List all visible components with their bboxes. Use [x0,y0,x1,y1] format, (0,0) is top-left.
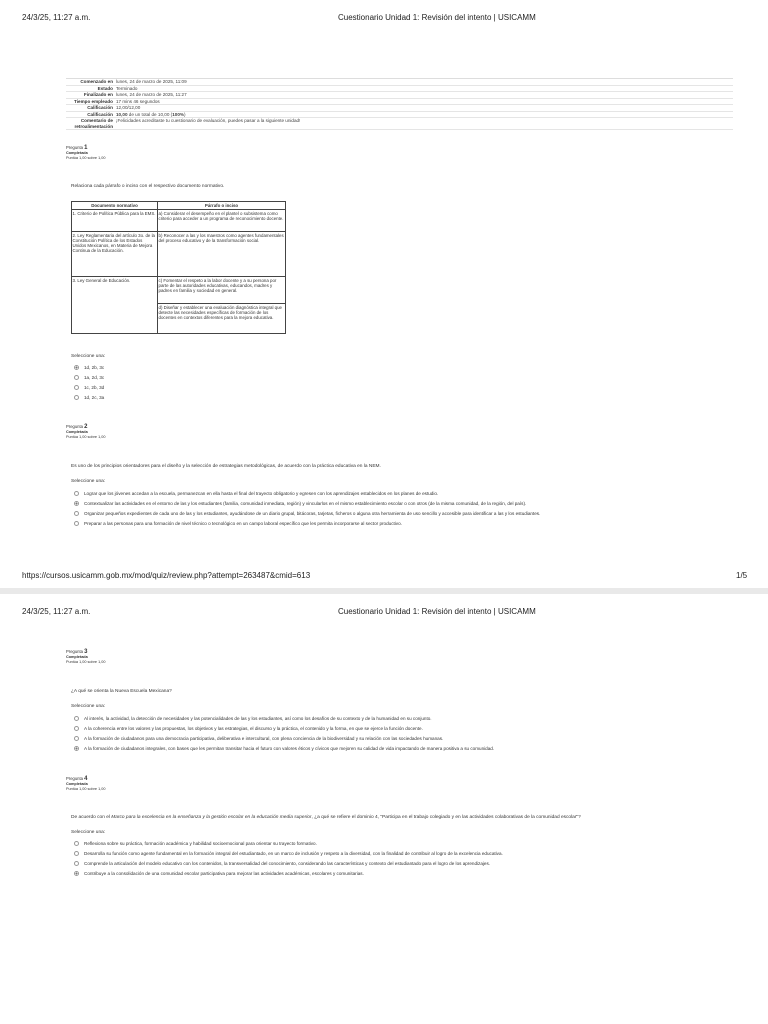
option-2a[interactable]: Lograr que los jóvenes accedan a la escuela, permanezcan en ella hasta el final del trayecto obligatorio y egresen con los aprendizajes establecidos en los planes de estudio. [74,488,540,498]
question-score: Puntúa 1,00 sobre 1,00 [66,660,106,664]
question-number: Pregunta 1 [66,145,88,151]
radio-selected-icon[interactable] [74,746,79,751]
print-url: https://cursos.usicamm.gob.mx/mod/quiz/review.php?attempt=263487&cmid=613 [22,571,311,580]
question-2-options [74,488,540,528]
radio-icon[interactable] [74,521,79,526]
question-score: Puntúa 1,00 sobre 1,00 [66,156,106,160]
print-date: 24/3/25, 11:27 a.m. [22,13,91,22]
question-score: Puntúa 1,00 sobre 1,00 [66,435,106,439]
option-1c[interactable]: 1c, 2b, 3d [74,382,104,392]
option-1a[interactable]: 1d, 2b, 3c [74,362,104,372]
summary-row-finished: Finalizado en lunes, 24 de marzo de 2025, 11:27 [66,92,733,99]
table-cell-par: b) Reconocer a las y los maestros como agentes fundamentales del proceso educativo y de la transformación social. [158,232,286,277]
question-4-options [74,838,503,878]
select-one-label: Seleccione una: [71,830,106,835]
question-number: Pregunta 4 [66,776,88,782]
option-1b[interactable]: 1a, 2d, 3c [74,372,104,382]
question-state: Completada [66,782,88,786]
option-3c[interactable]: A la formación de ciudadanos para una democracia participativa, deliberativa e intercultural, con plena conciencia de la biodiversidad y su relación con las sociedades humanas. [74,733,494,743]
table-cell-doc: 1. Criterio de Política Pública para la EMS. [72,210,158,232]
question-1-text: Relaciona cada párrafo o inciso con el respectivo documento normativo. [71,184,225,189]
radio-icon[interactable] [74,491,79,496]
question-number: Pregunta 3 [66,649,88,655]
table-cell-par: c) Fomentar el respeto a la labor docente y a su persona por parte de las autoridades educativas, educandos, madres y padres en familia y sociedad en general. [158,277,286,304]
option-3a[interactable]: Al interés, la actividad, la detección de necesidades y las potencialidades de las y los estudiantes, así como los desafíos de su contexto y de la humanidad en su conjunto. [74,713,494,723]
option-3d[interactable]: A la formación de ciudadanos integrales, con bases que les permitan transitar hacia el futuro con valores éticos y cívicos que mejoren su calidad de vida impactando de manera positiva a su comunidad. [74,743,494,753]
table-cell-par: d) Diseñar y establecer una evaluación diagnóstica integral que detecte las necesidades específicas de formación de los docentes en contextos diferentes para la mejora educativa. [158,304,286,334]
question-3-info [66,649,105,665]
option-3b[interactable]: A la coherencia entre los valores y las propuestas, los objetivos y las estrategias, el discurso y la práctica, el contenido y la forma, en que se ejerce la función docente. [74,723,494,733]
summary-row-feedback: Comentario de retroalimentación ¡Felicidades acreditaste tu cuestionario de evaluación, puedes pasar a la siguiente unidad! [66,118,733,130]
table-cell-doc: 2. Ley Reglamentaria del artículo 3o. de la Constitución Política de los Estados Unidos Mexicanos, en Materia de Mejora Continua de la Educación. [72,232,158,277]
radio-selected-icon[interactable] [74,501,79,506]
summary-row-state: Estado Terminado [66,86,733,93]
table-header-paragraph: Párrafo o inciso [158,202,286,210]
table-header-document: Documento normativo [72,202,158,210]
radio-selected-icon[interactable] [74,365,79,370]
question-state: Completada [66,151,88,155]
question-1-options [74,362,104,402]
table-cell-doc: 3. Ley General de Educación. [72,277,158,334]
radio-icon[interactable] [74,851,79,856]
summary-row-marks: Calificación 12,00/12,00 [66,105,733,112]
radio-icon[interactable] [74,395,79,400]
question-1-table [71,201,286,334]
question-state: Completada [66,430,88,434]
option-4c[interactable]: Comprende la articulación del modelo educativo con los contenidos, la transversalidad del conocimiento, considerando las características y contexto del estudiantado para el logro de los aprendizajes. [74,858,503,868]
option-4b[interactable]: Desarrolla su función como agente fundamental en la formación integral del estudiantado, en un marco de inclusión y respeto a la diversidad, con la finalidad de contribuir al logro de la excelencia educativa. [74,848,503,858]
print-title: Cuestionario Unidad 1: Revisión del intento | USICAMM [338,13,536,22]
radio-icon[interactable] [74,736,79,741]
print-title: Cuestionario Unidad 1: Revisión del intento | USICAMM [338,607,536,616]
radio-icon[interactable] [74,861,79,866]
radio-icon[interactable] [74,385,79,390]
select-one-label: Seleccione una: [71,354,106,359]
question-state: Completada [66,655,88,659]
question-1-info [66,145,105,161]
page-number: 1/5 [736,571,748,580]
radio-selected-icon[interactable] [74,871,79,876]
question-score: Puntúa 1,00 sobre 1,00 [66,787,106,791]
question-3-text: ¿A qué se orienta la Nueva Escuela Mexicana? [71,689,172,694]
table-cell-par: a) Considerar el desempeño en el plantel o subsistema como criterio para acceder a un programa de reconocimiento docente. [158,210,286,232]
summary-row-started: Comenzado en lunes, 24 de marzo de 2025, 11:09 [66,79,733,86]
option-2d[interactable]: Preparar a las personas para una formación de nivel técnico o tecnológico en un campo laboral específico que les permita incorporarse al sector productivo. [74,518,540,528]
summary-row-time: Tiempo empleado 17 mins 46 segundos [66,99,733,106]
option-1d[interactable]: 1d, 2c, 3a [74,392,104,402]
option-4d[interactable]: Contribuye a la consolidación de una comunidad escolar participativa para mejorar las actividades académicas, escolares y comunitarias. [74,868,503,878]
radio-icon[interactable] [74,716,79,721]
radio-icon[interactable] [74,726,79,731]
option-4a[interactable]: Reflexiona sobre su práctica, formación académica y habilidad socioemocional para orientar su trayecto formativo. [74,838,503,848]
select-one-label: Seleccione una: [71,704,106,709]
summary-row-grade: Calificación 10,00 de un total de 10,00 (100%) [66,112,733,119]
radio-icon[interactable] [74,511,79,516]
option-2b[interactable]: Contextualizar las actividades en el entorno de las y los estudiantes (familia, comunidad inmediata, región) y vincularlos en el mismo establecimiento escolar o con otros (de la misma comunidad, de la región, del país). [74,498,540,508]
radio-icon[interactable] [74,841,79,846]
question-3-options [74,713,494,753]
question-2-info [66,424,105,440]
question-4-info [66,776,105,792]
radio-icon[interactable] [74,375,79,380]
select-one-label: Seleccione una: [71,479,106,484]
pdf-page-2 [0,594,768,1024]
print-date: 24/3/25, 11:27 a.m. [22,607,91,616]
attempt-summary-table [66,78,733,130]
question-4-text: De acuerdo con el Marco para la excelencia en la enseñanza y la gestión escolar en la educación media superior, ¿a qué se refiere el dominio 4, "Participa en el trabajo colegiado y en las actividades colaborativas de la comunidad escolar"? [71,815,581,820]
question-2-text: Es uno de los principios orientadores para el diseño y la selección de estrategias metodológicas, de acuerdo con la práctica educativa en la NEM. [71,464,381,469]
option-2c[interactable]: Organizar pequeños expedientes de cada uno de las y los estudiantes, ayudándose de un diario grupal, bitácoras, tarjetas, ficheros o alguna otra herramienta de uso sencillo y accesible para identificar a las y los estudiantes. [74,508,540,518]
question-number: Pregunta 2 [66,424,88,430]
